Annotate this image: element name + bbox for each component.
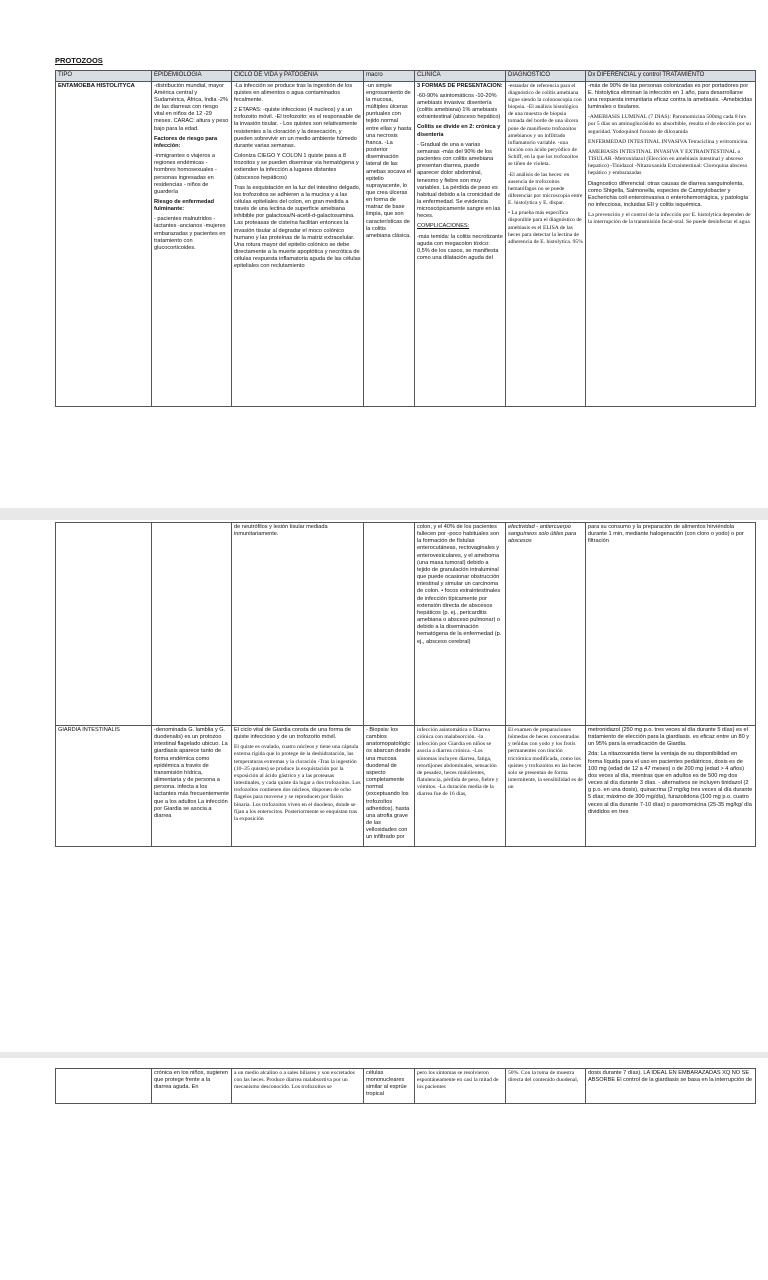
trat-text-1: -más de 90% de las personas colonizadas es por portadores por E. histolytica eliminan la infección en 1 año, para desarrollarse una respuesta inmunitaria eficaz contra la amebiasis. -Amebicidas luminales o tisulares. xyxy=(588,82,753,111)
cell-tipo xyxy=(56,81,152,406)
clin-text: infección asintomática o Diarrea crónica con malabsorción. -la infección por Giardia en niños se asocia a diarrea crónica. -Los síntomas incluyen diarrea, fatiga, retortijones abdominales, sensación de pesadez, heces malolientes, flatulencia, pérdida de peso, fiebre y vómitos. -La duración media de la diarrea fue de 16 días, xyxy=(417,727,499,798)
clin-colitis-text: - Gradual de una a varias semanas -más del 90% de los pacientes con colitis amebiana presentan diarrea, puede aparecer dolor abdominal, tenesmo y fiebre son muy variables. La pérdida de peso es habitual debido a la cronicidad de la enfermedad. Se evidencia microscópicamente sangre en las heces. xyxy=(417,141,501,220)
cell-clinica xyxy=(415,726,506,847)
table-row-giardia-cont xyxy=(56,1069,756,1104)
epi-risk-list: -inmigrantes o viajeros a regiones endémicas - hombres homosexuales -personas ingresadas en residencias - niños de guardería xyxy=(154,153,217,195)
organism-name: ENTAMOEBA HISTOLITYCA xyxy=(58,82,135,89)
cell-tipo xyxy=(56,726,152,847)
ciclo-text-3: Coloniza CIEGO Y COLON 1 quiste pasa a 8 trozoitos y se pueden diseminar via hematógena y extienden la infección a lugares distantes (abscesos hepáticos) xyxy=(234,153,359,181)
cell-tratamiento xyxy=(586,1069,756,1104)
protozoa-table-continued xyxy=(55,522,756,847)
table-row-entamoeba xyxy=(56,81,756,406)
epi-heading-risk: Factores de riesgo para infección: xyxy=(154,135,218,149)
ciclo-text-4: Tras la exquistación en la luz del intestino delgado, los trofozoitos se adhieren a la mucina y a las células epiteliales del colon, en gran medida a través de una lectina de superficie amebiana inhibible por galactosa/N-acetil-d-galactosamina. Las proteasas de cisteína facilitan entonces la invasión tisular al degradar el moco colónico humano y las proteínas de la matriz extracelular. Una rotura mayor del epitelio colónico se debe directamente a la muerte apoptótica y necrótica de células respuesta inflamatoria aguda de las células epiteliales con reclutamiento xyxy=(234,184,361,270)
cell-tipo xyxy=(56,523,152,726)
macro-cont-text: células mononucleares similar al esprúe tropical xyxy=(366,1070,407,1098)
epi-text: -distribución mundial, mayor América central y Sudamérica, África, India -2% de las diarreas con riesgo vital en niños de 12 -29 meses. CARAC: altura y peso bajo para la edad. xyxy=(154,82,229,132)
epi-heading-fulminant: Riesgo de enfermedad fulminante: xyxy=(154,199,214,213)
cell-macro xyxy=(364,81,415,406)
cell-ciclo xyxy=(232,81,364,406)
epi-fulminant-list: - pacientes malnutridos -lactantes -ancianos -mujeres embarazadas y pacientes en tratamiento con glucocorticoides. xyxy=(154,216,226,251)
table-row-giardia xyxy=(56,726,756,847)
cell-ciclo xyxy=(232,1069,364,1104)
dx-text: El examen de preparaciones húmedas de heces concentradas y teñidas con yodo y los frotis permanentes con tinción tricrómica modificada, como los quistes y trofozoitos en las heces solo se presentan de forma intermitente, la sensibilidad es de un xyxy=(508,727,583,791)
document-title: PROTOZOOS xyxy=(55,56,103,65)
trat-text-4: AMEBIASIS INTESTINAL INVASIVA Y EXTRAINTESTINAL o TISULAR -Metronidazol (Elección en amebiasis intestinal y absceso hepatico) -Tinidazol -Nitazoxanida Extraintestinal: Cloroquina absceso hepático y embarazadas xyxy=(588,148,748,177)
cell-diagnostico xyxy=(506,523,586,726)
cell-ciclo xyxy=(232,523,364,726)
header-tratamiento: Dx DIFERENCIAL y control TRATAMIENTO xyxy=(586,71,756,82)
header-macro: macro xyxy=(364,71,415,82)
trat-text-3: ENFERMEDAD INTESTINAL INVASIVA Tetraciclina y eritromicina. xyxy=(588,138,749,145)
cell-macro xyxy=(364,1069,415,1104)
epi-cont-text: crónica en los niños, sugieren que protege frente a la diarrea aguda. En xyxy=(154,1070,229,1091)
dx-cont-text: efectividad - antiercuerpo sanguíneos solo útiles para abscesos xyxy=(508,524,577,545)
cell-clinica xyxy=(415,81,506,406)
cell-tratamiento xyxy=(586,523,756,726)
trat-cont-text: dosis durante 7 días). LA IDEAL EN EMBARAZADAS XQ NO SE ABSORBE El control de la giardiasis se basa en la interrupción de xyxy=(588,1070,753,1084)
macro-text: -un simple engrosamiento de la mucosa, múltiples úlceras puntuales con tejido normal entre ellas y hasta una necrosis franca. -La posterior diseminación lateral de las amebas socava el epitelio suprayacente, lo que crea úlceras en forma de matraz de base limpia, que son características de la colitis amebiana clásica. xyxy=(366,82,412,239)
dx-text-2: -El análisis de las heces: en ausencia de trofozoitos hematófagos no se puede diferenciar por microscopia entre E. histolytica y E. dispar. xyxy=(508,171,583,207)
clin-heading-forms: 3 FORMAS DE PRESENTACION: xyxy=(417,82,503,89)
clin-complications-text: -más temida: la colitis necrotizante aguda con megacolon tóxico: 0,5% de los casos, se manifiesta como una dilatación aguda del xyxy=(417,233,503,262)
ciclo-text-1: -La infección se produce tras la ingestión de los quistes en alimentos o agua contaminados fecalmente. xyxy=(234,82,353,103)
cell-tratamiento xyxy=(586,726,756,847)
clin-heading-complications: COMPLICACIONES: xyxy=(417,223,470,230)
protozoa-table xyxy=(55,70,756,407)
clin-cont-text: colon, y el 40% de los pacientes fallecen por -poco habituales son la formación de fístulas enterocutáneas, rectovaginales y enterovesiculares, y el ameboma (una masa tumoral) debido a tejido de granulación intraluminal que puede ocasionar obstrucción intestinal y simular un carcinoma de colon. • focos extraintestinales de infección típicamente por extensión directa de abscesos hepáticos (p. ej., pericarditis amebiana o absceso pulmonar) o debido a la diseminación hematógena de la enfermedad (p. ej., absceso cerebral) xyxy=(417,524,502,645)
page-3 xyxy=(0,1058,768,1118)
table-row-entamoeba-cont xyxy=(56,523,756,726)
clin-heading-colitis: Colitis se divide en 2: crónica y disentería xyxy=(417,124,501,138)
cell-clinica xyxy=(415,523,506,726)
ciclo-cont-text: de neutrófilos y lesión tisular mediada inmunitariamente. xyxy=(234,524,328,538)
header-tipo: TIPO xyxy=(56,71,152,82)
cell-diagnostico xyxy=(506,1069,586,1104)
trat-text-2: -AMEBIASIS LUMINAL (7 DIAS): Paromomicina 500mg cada 8 hrs por 5 días un aminoglucósido no absorbible, resulta el de elección por su seguridad. Yodoquinol furoato de diloxanida xyxy=(588,114,751,135)
cell-macro xyxy=(364,726,415,847)
trat-cont-text: para su consumo y la preparación de alimentos hirviéndola durante 1 min, mediante halogenación (con cloro o yodo) o por filtración xyxy=(588,524,744,545)
cell-tratamiento xyxy=(586,81,756,406)
header-epidemiologia: EPIDEMIOLOGIA xyxy=(152,71,232,82)
clin-forms-text: -60-90% asintomáticos -10-20% amebiasis invasiva: disentería (colitis amebiana) 1% amebiasis extraintestinal (absceso hepático) xyxy=(417,92,501,121)
page-2 xyxy=(0,520,768,1280)
header-diagnostico: DIAGNOSTICO xyxy=(506,71,586,82)
cell-epidemiologia xyxy=(152,81,232,406)
dx-text-1: -estandar de referencia para el diagnóstico de colitis amebiana sigue siendo la colonoscopia con biopsia. -El análisis histológico de una muestra de biopsia tomada del borde de una úlcera pone de manifiesto trofozoítos amebianos y un infiltrado inflamatorio variable. -una tinción con ácido peryódico de Schiff, en la que los trofozoítos se tiñen de violeta. xyxy=(508,82,582,168)
trat-text-6: La prevención y el control de la infección por E. histolytica dependen de la interrupción de la transmisión fecal-oral. Se puede desinfectar el agua xyxy=(588,212,751,226)
dx-text-3: • La prueba más específica disponible para el diagnóstico de amebiasis es el ELISA de las heces para detectar la lectina de adherencia de E. histolytica. 95% xyxy=(508,210,583,245)
ciclo-text-2: El quiste es ovalado, cuatro núcleos y tiene una cápsula externa rígida que lo protege de la deshidratación, las temperaturas extremas y la cloración -Tras la ingestión (10–25 quistes) se produce la exquistación por la exposición al ácido gástrico y a las proteasas intestinales, y cada quiste da lugar a dos trofozoítos. Los trofozoítos contienen dos núcleos, disponen de ocho flagelos para moverse y se reproducen por fisión binaria. Los trofozoitos viven en el duodeno, donde se fijan a los enterocitos. Posteriormente se enquistan tras la exposición xyxy=(234,744,361,822)
cell-ciclo xyxy=(232,726,364,847)
cell-macro xyxy=(364,523,415,726)
cell-epidemiologia xyxy=(152,726,232,847)
organism-name: GIARDIA INTESTINALIS xyxy=(58,727,120,733)
ciclo-text-1: El ciclo vital de Giardia consta de una forma de quiste infeccioso y de un trofozoíto móvil. xyxy=(234,727,351,741)
trat-text-2: 2da: La nitazoxanida tiene la ventaja de su disponibilidad en forma líquida para el uso en pacientes pediátricos, dosis es de 100 mg (edad de 12 a 47 meses) o de 200 mg (edad > 4 años) dos veces al día, mientras que en adultos es de 500 mg dos veces al día durante 3 días. - alternativos se incluyen tinidazol (2 g p.o. en una dosis), quinacrina (2 mg/kg tres veces al día durante 5 días; máximo de 300 mg/día), furazolidona (100 mg p.o. cuatro veces al día durante 7-10 días) o paromomicina (25-35 mg/kg/ día divididos en tres xyxy=(588,751,753,815)
header-clinica: CLINICA xyxy=(415,71,506,82)
page-1 xyxy=(0,0,768,508)
dx-cont-text: 50%. Con la toma de muestra directa del contenido duodenal, xyxy=(508,1070,579,1084)
clin-cont-text: pero los síntomas se resolvieron espontáneamente en casi la mitad de los pacientes xyxy=(417,1070,499,1091)
trat-text-5: Diagnostico diferencial: otras causas de diarrea sanguinolenta, como Shigella, Salmonella, especies de Campylobacter y Escherichia coli enteroinvasiva o enterohemorrágica, y patología no infecciosa, incluidas EII y colitis isquémica. xyxy=(588,180,749,209)
cell-tipo xyxy=(56,1069,152,1104)
cell-epidemiologia xyxy=(152,523,232,726)
cell-clinica xyxy=(415,1069,506,1104)
header-ciclo: CICLO DE VIDA y PATOGENIA xyxy=(232,71,364,82)
cell-epidemiologia xyxy=(152,1069,232,1104)
trat-text-1: metronidazol (250 mg p.o. tres veces al día durante 5 días) es el tratamiento de elección para la giardiasis. es eficaz entre un 80 y un 95% para la erradicación de Giardia. xyxy=(588,727,750,748)
cell-diagnostico xyxy=(506,726,586,847)
page-gap xyxy=(0,508,768,520)
protozoa-table-continued-2 xyxy=(55,1068,756,1104)
ciclo-cont-text: a un medio alcalino o a sales biliares y son excretados con las heces. Produce diarrea malabsortiva por un mecanismo desconocido. Los trofozoítos se xyxy=(234,1070,355,1091)
epi-text: -denominada G. lamblia y G. duodenalis) es un protozoo intestinal flagelado ubicuo. La giardiasis aparece tanto de forma endémica como epidémica a través de transmisión hídrica, alimentaria y de persona a persona. infecta a los lactantes más frecuentemente que a los adultos La infección por Giardia se asocia a diarrea xyxy=(154,727,229,819)
header-row xyxy=(56,71,756,82)
ciclo-text-2: 2 ETAPAS: -quiste infeccioso (4 nucleos) y a un trofozoito móvil. -El trofozoito: es el responsable de la invasión tisular. - Los quistes son relativamente resistentes a la cloración y la desecación, y pueden sobrevivir en un medio ambiente húmedo durante varias semanas. xyxy=(234,107,361,149)
cell-diagnostico xyxy=(506,81,586,406)
macro-text: - Biopsia: los cambios anatomopatológicos abarcan desde una mucosa duodenal de aspecto completamente normal (exceptuando los trofozoítos adheridos), hasta una atrofia grave de las vellosidades con un infiltrado por xyxy=(366,727,411,841)
